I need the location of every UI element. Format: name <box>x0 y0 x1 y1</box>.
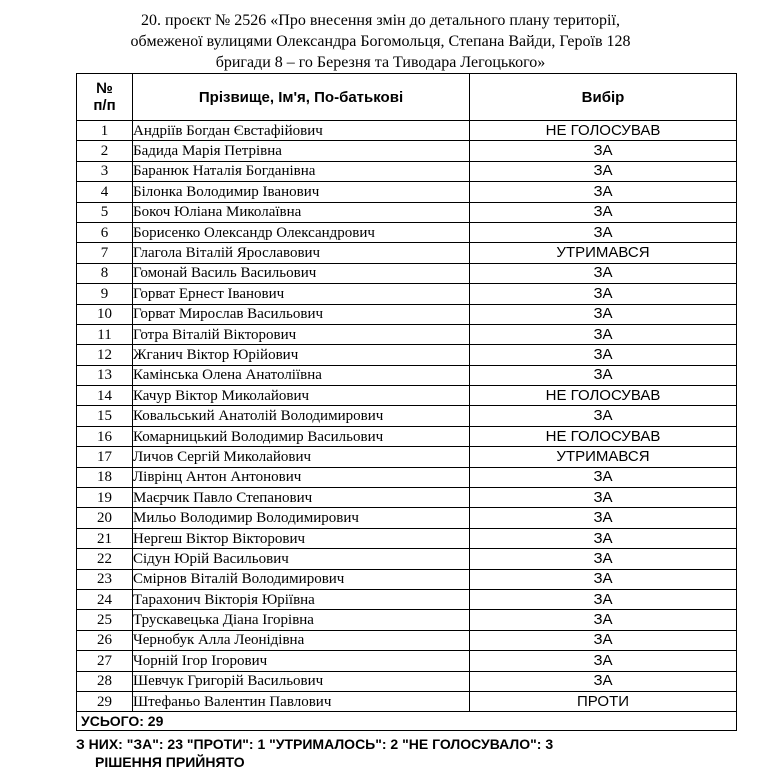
deputy-name: Сідун Юрій Васильович <box>133 549 470 569</box>
decision-result: РІШЕННЯ ПРИЙНЯТО <box>95 754 245 770</box>
deputy-name: Качур Віктор Миколайович <box>133 386 470 406</box>
vote-choice: ЗА <box>470 630 737 650</box>
document-title <box>0 10 761 73</box>
header-name: Прізвище, Ім'я, По-батькові <box>133 74 470 121</box>
deputy-name: Комарницький Володимир Васильович <box>133 426 470 446</box>
deputy-name: Гомонай Василь Васильович <box>133 263 470 283</box>
vote-choice: ЗА <box>470 284 737 304</box>
vote-choice: ЗА <box>470 589 737 609</box>
table-row <box>77 651 737 671</box>
row-number: 3 <box>77 161 133 181</box>
row-number: 20 <box>77 508 133 528</box>
deputy-name: Чорній Ігор Ігорович <box>133 651 470 671</box>
table-row <box>77 610 737 630</box>
row-number: 17 <box>77 447 133 467</box>
vote-choice: ЗА <box>470 610 737 630</box>
table-header-row <box>77 74 737 121</box>
vote-choice: ЗА <box>470 671 737 691</box>
row-number: 6 <box>77 222 133 242</box>
vote-choice: НЕ ГОЛОСУВАВ <box>470 121 737 141</box>
vote-choice: УТРИМАВСЯ <box>470 243 737 263</box>
vote-choice: ЗА <box>470 508 737 528</box>
vote-choice: ЗА <box>470 304 737 324</box>
deputy-name: Бадида Марія Петрівна <box>133 141 470 161</box>
vote-choice: НЕ ГОЛОСУВАВ <box>470 426 737 446</box>
deputy-name: Горват Ернест Іванович <box>133 284 470 304</box>
table-row <box>77 671 737 691</box>
deputy-name: Чернобук Алла Леонідівна <box>133 630 470 650</box>
row-number: 4 <box>77 182 133 202</box>
vote-choice: ЗА <box>470 651 737 671</box>
deputy-name: Шевчук Григорій Васильович <box>133 671 470 691</box>
title-line: бригади 8 – го Березня та Тиводара Легоцького» <box>215 54 546 71</box>
deputy-name: Борисенко Олександр Олександрович <box>133 222 470 242</box>
row-number: 27 <box>77 651 133 671</box>
deputy-name: Готра Віталій Вікторович <box>133 324 470 344</box>
vote-summary <box>76 735 553 771</box>
vote-choice: ЗА <box>470 141 737 161</box>
table-row <box>77 161 737 181</box>
vote-choice: НЕ ГОЛОСУВАВ <box>470 386 737 406</box>
table-row <box>77 447 737 467</box>
deputy-name: Бокоч Юліана Миколаївна <box>133 202 470 222</box>
vote-choice: ЗА <box>470 406 737 426</box>
table-row <box>77 528 737 548</box>
deputy-name: Горват Мирослав Васильович <box>133 304 470 324</box>
row-number: 5 <box>77 202 133 222</box>
table-row <box>77 222 737 242</box>
vote-choice: ЗА <box>470 345 737 365</box>
row-number: 22 <box>77 549 133 569</box>
row-number: 24 <box>77 589 133 609</box>
row-number: 14 <box>77 386 133 406</box>
table-row <box>77 630 737 650</box>
table-row <box>77 243 737 263</box>
table-row <box>77 569 737 589</box>
deputy-name: Ліврінц Антон Антонович <box>133 467 470 487</box>
header-number <box>77 74 133 121</box>
row-number: 9 <box>77 284 133 304</box>
row-number: 23 <box>77 569 133 589</box>
vote-choice: УТРИМАВСЯ <box>470 447 737 467</box>
deputy-name: Маєрчик Павло Степанович <box>133 488 470 508</box>
summary-counts: З НИХ: "ЗА": 23 "ПРОТИ": 1 "УТРИМАЛОСЬ": 2 "НЕ ГОЛОСУВАЛО": 3 <box>76 736 554 752</box>
vote-choice: ЗА <box>470 365 737 385</box>
row-number: 28 <box>77 671 133 691</box>
deputy-name: Ковальський Анатолій Володимирович <box>133 406 470 426</box>
vote-choice: ЗА <box>470 488 737 508</box>
vote-choice: ЗА <box>470 182 737 202</box>
table-row <box>77 141 737 161</box>
table-row <box>77 263 737 283</box>
vote-choice: ЗА <box>470 324 737 344</box>
deputy-name: Глагола Віталій Ярославович <box>133 243 470 263</box>
vote-choice: ЗА <box>470 549 737 569</box>
title-line: обмеженої вулицями Олександра Богомольця, Степана Вайди, Героїв 128 <box>130 33 631 50</box>
row-number: 10 <box>77 304 133 324</box>
table-row <box>77 345 737 365</box>
row-number: 16 <box>77 426 133 446</box>
deputy-name: Нергеш Віктор Вікторович <box>133 528 470 548</box>
row-number: 13 <box>77 365 133 385</box>
deputy-name: Смірнов Віталій Володимирович <box>133 569 470 589</box>
vote-choice: ЗА <box>470 569 737 589</box>
table-row <box>77 121 737 141</box>
vote-choice: ЗА <box>470 161 737 181</box>
deputy-name: Камінська Олена Анатоліївна <box>133 365 470 385</box>
row-number: 12 <box>77 345 133 365</box>
table-row <box>77 284 737 304</box>
table-row <box>77 549 737 569</box>
table-row <box>77 488 737 508</box>
table-row <box>77 426 737 446</box>
deputy-name: Баранюк Наталія Богданівна <box>133 161 470 181</box>
deputy-name: Білонка Володимир Іванович <box>133 182 470 202</box>
table-row <box>77 304 737 324</box>
header-vote: Вибір <box>470 74 737 121</box>
deputy-name: Тарахонич Вікторія Юріївна <box>133 589 470 609</box>
row-number: 1 <box>77 121 133 141</box>
row-number: 19 <box>77 488 133 508</box>
total-cell: УСЬОГО: 29 <box>77 712 737 731</box>
deputy-name: Мильо Володимир Володимирович <box>133 508 470 528</box>
vote-table <box>76 73 737 731</box>
table-row <box>77 324 737 344</box>
row-number: 26 <box>77 630 133 650</box>
deputy-name: Личов Сергій Миколайович <box>133 447 470 467</box>
header-number-symbol: № <box>96 80 113 97</box>
vote-choice: ПРОТИ <box>470 691 737 711</box>
total-row <box>77 712 737 731</box>
vote-choice: ЗА <box>470 263 737 283</box>
row-number: 25 <box>77 610 133 630</box>
header-number-abbr: п/п <box>93 97 116 114</box>
table-row <box>77 365 737 385</box>
table-row <box>77 386 737 406</box>
row-number: 2 <box>77 141 133 161</box>
table-row <box>77 467 737 487</box>
table-row <box>77 202 737 222</box>
vote-choice: ЗА <box>470 222 737 242</box>
row-number: 7 <box>77 243 133 263</box>
title-line: 20. проєкт № 2526 «Про внесення змін до детального плану території, <box>141 12 620 29</box>
row-number: 11 <box>77 324 133 344</box>
vote-choice: ЗА <box>470 528 737 548</box>
vote-choice: ЗА <box>470 467 737 487</box>
row-number: 15 <box>77 406 133 426</box>
row-number: 29 <box>77 691 133 711</box>
table-row <box>77 589 737 609</box>
deputy-name: Трускавецька Діана Ігорівна <box>133 610 470 630</box>
row-number: 18 <box>77 467 133 487</box>
vote-choice: ЗА <box>470 202 737 222</box>
row-number: 8 <box>77 263 133 283</box>
table-row <box>77 182 737 202</box>
deputy-name: Андріїв Богдан Євстафійович <box>133 121 470 141</box>
table-row <box>77 406 737 426</box>
table-row <box>77 691 737 711</box>
table-row <box>77 508 737 528</box>
deputy-name: Штефаньо Валентин Павлович <box>133 691 470 711</box>
row-number: 21 <box>77 528 133 548</box>
deputy-name: Жганич Віктор Юрійович <box>133 345 470 365</box>
